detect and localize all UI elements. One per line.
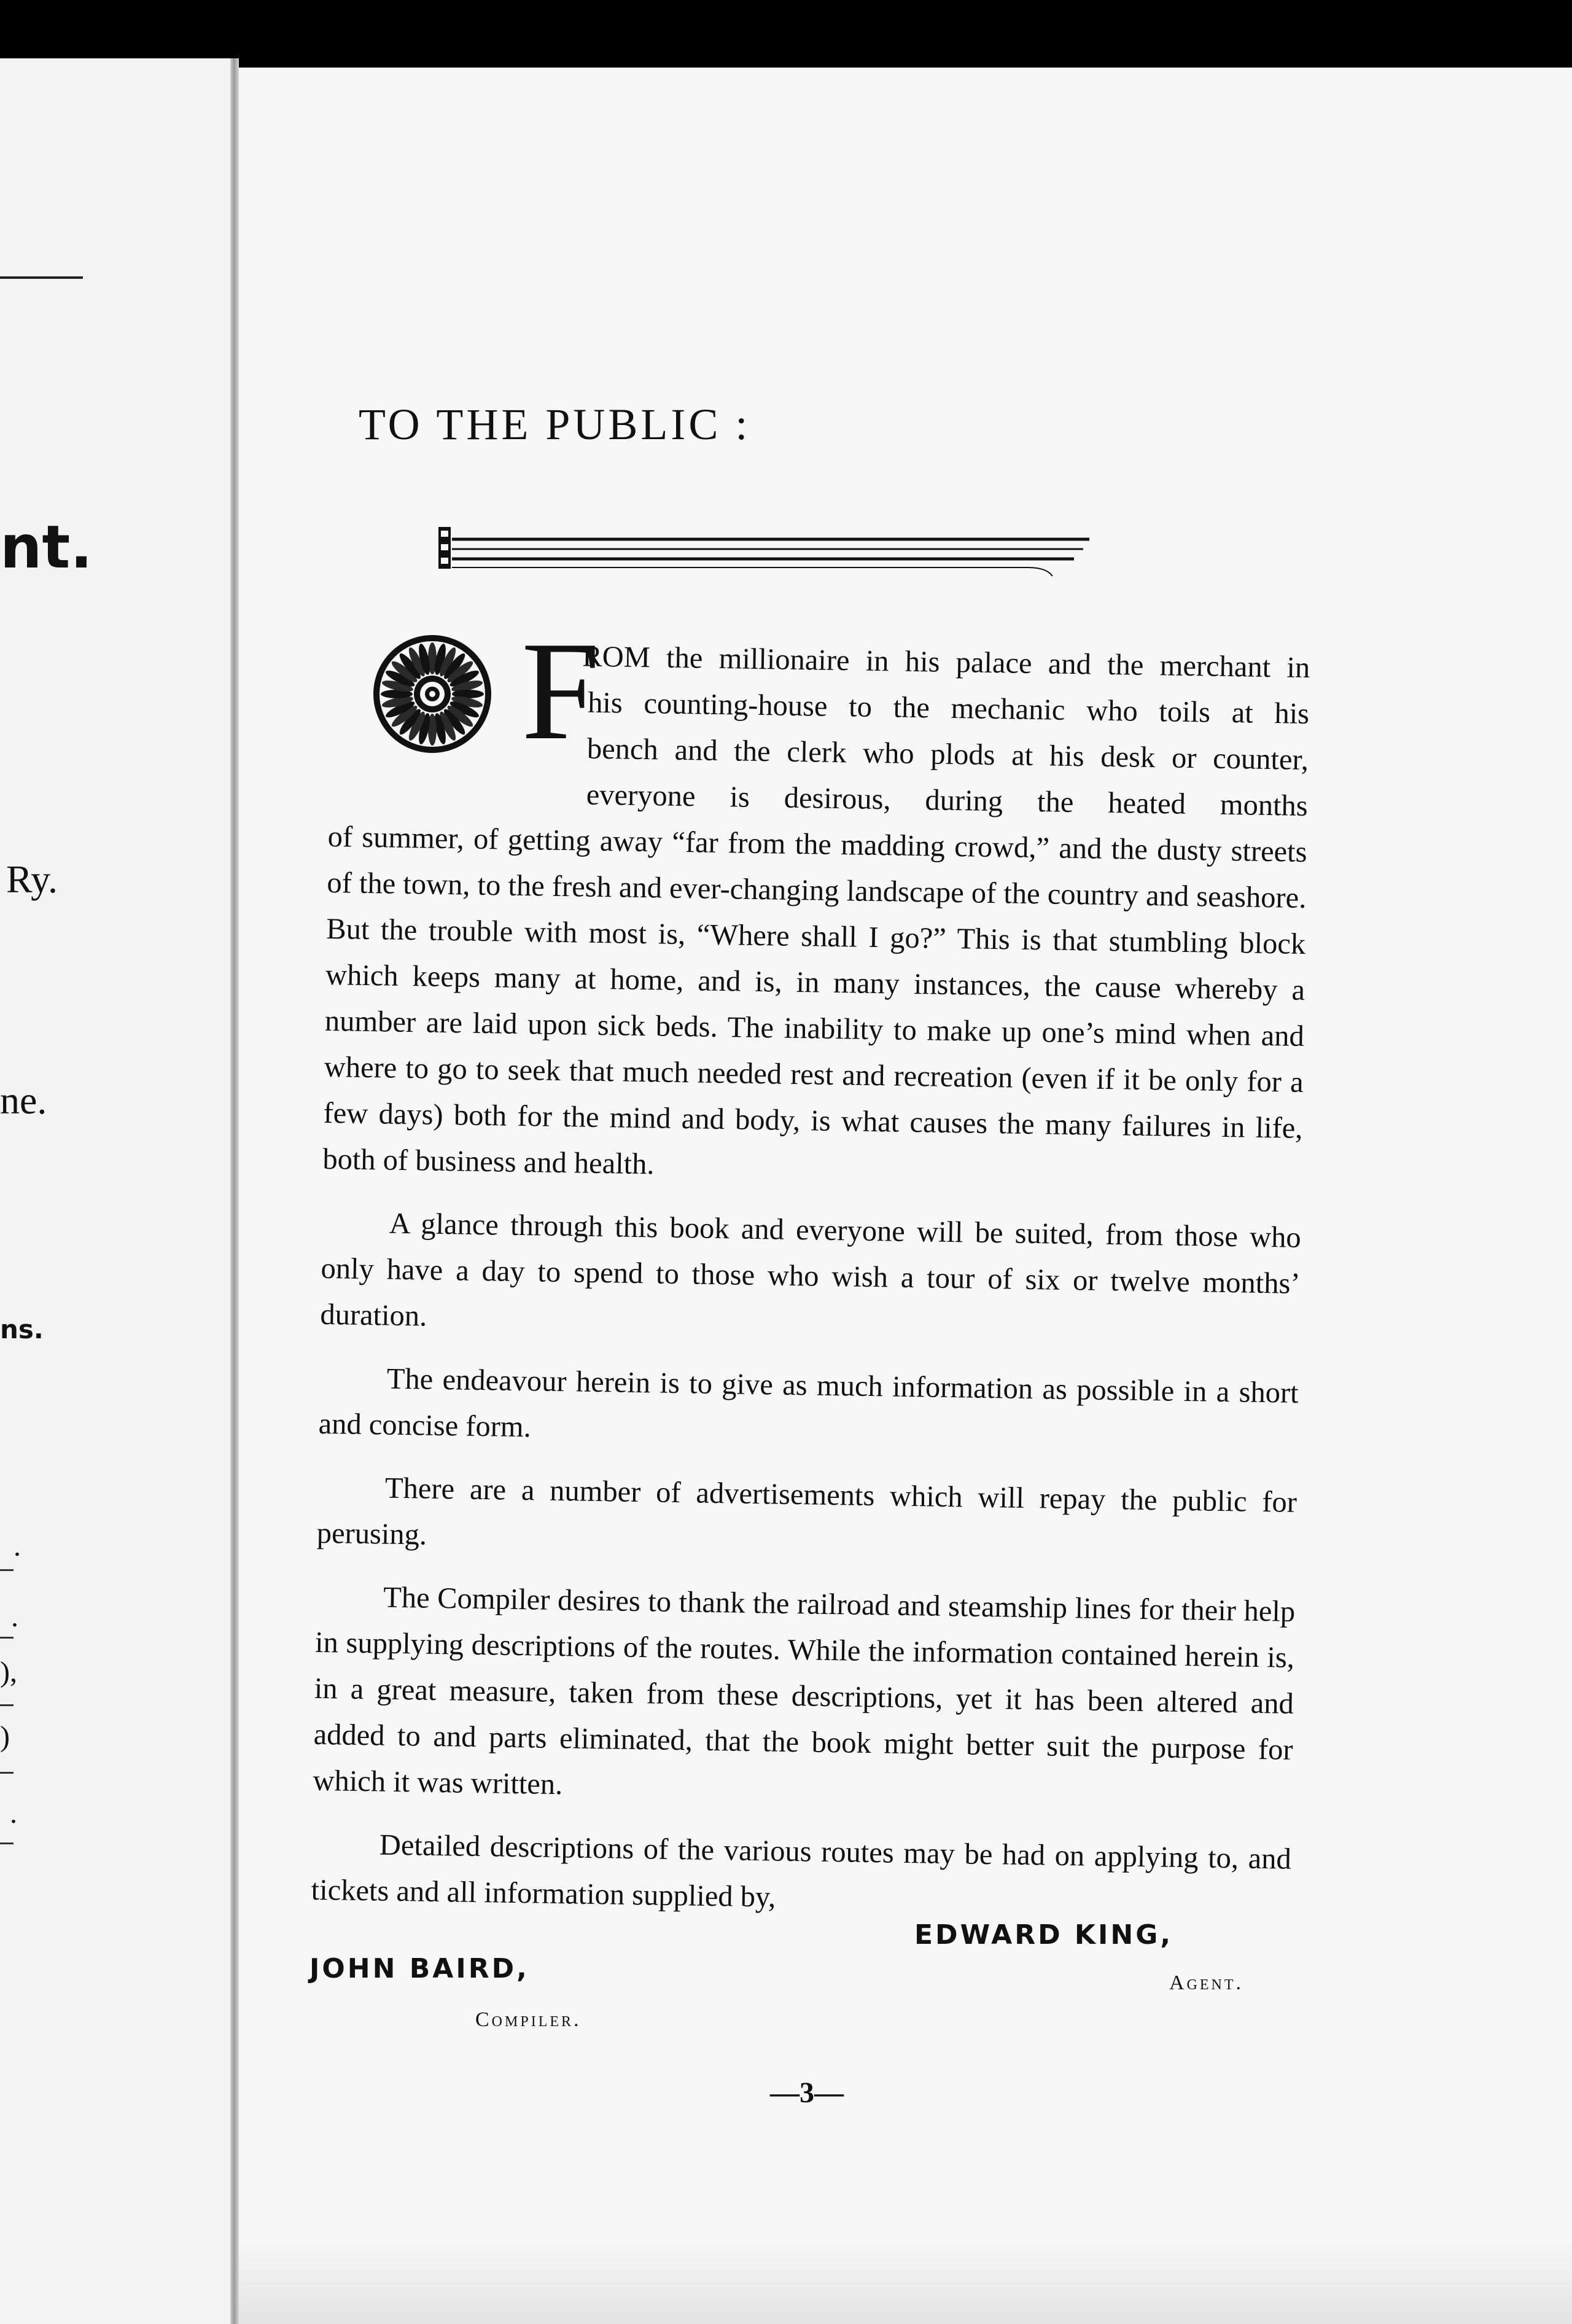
left-page-fragment: .: [14, 1530, 21, 1562]
lead-line: his counting-house to the mechanic who toils at his: [587, 686, 1310, 731]
book-gutter: [230, 58, 239, 2324]
left-page-fragment: ne.: [0, 1078, 47, 1122]
left-page-fragment: nt.: [0, 513, 93, 582]
lead-line: bench and the clerk who plods at his desk or counter,: [586, 732, 1309, 777]
agent-signature-title: Agent.: [1169, 1971, 1244, 1994]
left-page-dash: [0, 1772, 14, 1774]
drop-cap: F: [521, 612, 600, 769]
paragraph-1-continuation: of summer, of getting away “far from the madding crowd,” and the dusty streets of the town, to the fresh and ever-changing landscape of the country and seashore. But the trouble with most is, “Where shall I go?” This is that stumbling block which keeps many at home, and is, in many instances, the cause whereby a number are laid upon sick beds. The inability to make up one’s mind when and where to go to seek that much needed rest and recreation (even if it be only for a few days) both for the mind and body, is what causes the many failures in life, both of business and health.: [322, 820, 1307, 1181]
left-page-dash: [0, 1704, 14, 1706]
right-page: [239, 68, 1572, 2324]
left-page-dash: [0, 1637, 14, 1639]
paragraph: A glance through this book and everyone will be suited, from those who only have a day to spend to those who wish a tour of six or twelve months’ duration.: [320, 1207, 1302, 1333]
left-page-fragment: Ry.: [6, 857, 58, 901]
compiler-signature-title: Compiler.: [475, 2008, 582, 2031]
left-page-dash: [0, 1842, 14, 1844]
page-number: —3—: [770, 2076, 844, 2109]
page-shadow: [239, 2236, 1572, 2324]
left-facing-page: [0, 58, 236, 2324]
lead-line: ROM the millionaire in his palace and the merchant in: [582, 640, 1310, 685]
left-page-fragment: .: [11, 1601, 18, 1633]
left-page-rule: [0, 276, 83, 279]
ornamental-rule-icon: [438, 515, 1089, 582]
paragraph-intro: [328, 630, 1310, 829]
left-page-fragment: .: [10, 1797, 17, 1830]
paragraph: The endeavour herein is to give as much information as possible in a short and concise form.: [318, 1362, 1299, 1444]
left-page-fragment: ),: [0, 1656, 17, 1688]
left-page-fragment: ): [0, 1720, 10, 1753]
compiler-signature-name: JOHN BAIRD,: [309, 1953, 529, 1984]
paragraph: There are a number of advertisements which will repay the public for perusing.: [316, 1472, 1298, 1551]
left-page-dash: [0, 1569, 14, 1571]
paragraph: The Compiler desires to thank the railroad and steamship lines for their help in supplying descriptions of the routes. While the information contained herein is, in a great measure, taken from these descriptions, yet it has been altered and added to and parts eliminated, that the book might better suit the purpose for which it was written.: [313, 1581, 1296, 1801]
intro-smallcaps: ROM: [582, 640, 651, 674]
left-page-fragment: ns.: [0, 1314, 44, 1344]
paragraph: Detailed descriptions of the various routes may be had on applying to, and tickets and all information supplied by,: [311, 1828, 1292, 1914]
page-heading: TO THE PUBLIC :: [359, 400, 751, 449]
lead-line: everyone is desirous, during the heated months: [586, 778, 1309, 823]
agent-signature-name: EDWARD KING,: [914, 1919, 1173, 1951]
body-text: [311, 630, 1310, 1928]
